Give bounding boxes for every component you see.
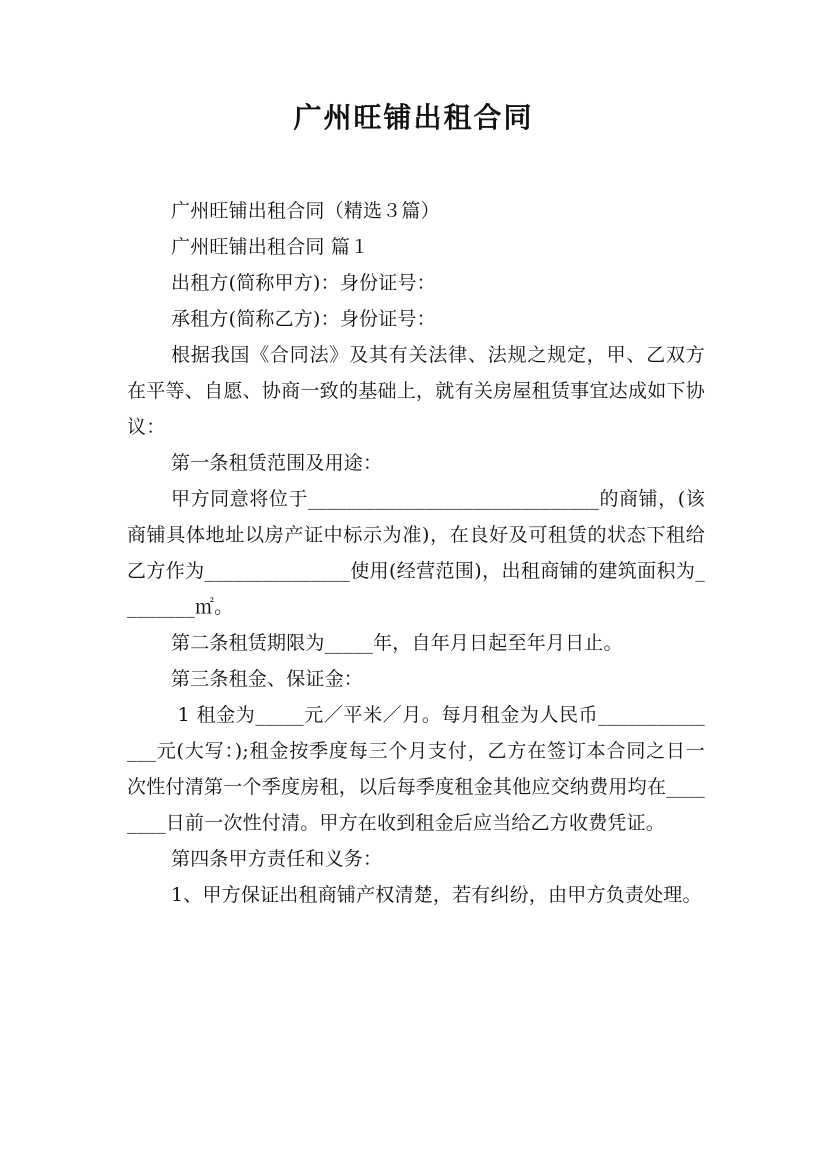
article-4-heading: 第四条甲方责任和义务： [171, 848, 383, 870]
subtitle-paragraph: 广州旺铺出租合同（精选３篇） [171, 200, 440, 222]
article-1-heading: 第一条租赁范围及用途： [171, 452, 383, 474]
section-heading-part-1: 广州旺铺出租合同 篇１ [171, 236, 370, 258]
lessee-line: 承租方(简称乙方)：身份证号： [171, 308, 436, 330]
preamble-paragraph: 根据我国《合同法》及其有关法律、法规之规定，甲、乙双方在平等、自愿、协商一致的基础上，就有关房屋租赁事宜达成如下协议： [127, 344, 705, 438]
article-2-paragraph: 第二条租赁期限为_____年，自年月日起至年月日止。 [171, 632, 623, 654]
lessor-line: 出租方(简称甲方)：身份证号： [171, 272, 436, 294]
article-3-rent-paragraph: 1 租金为_____元／平米／月。每月租金为人民币______________元(大写：);租金按季度每三个月支付，乙方在签订本合同之日一次性付清第一个季度房租，以后每季度租金其他应交纳费用均在________日前一次性付清。甲方在收到租金后应当给乙方收费凭证。 [127, 704, 705, 834]
document-body [127, 193, 705, 913]
article-1-body: 甲方同意将位于______________________________的商铺，(该商铺具体地址以房产证中标示为准)，在良好及可租赁的状态下租给乙方作为_______________使用(经营范围)，出租商铺的建筑面积为________㎡。 [127, 488, 705, 618]
article-3-heading: 第三条租金、保证金： [171, 668, 364, 690]
article-4-item-1: 1、甲方保证出租商铺产权清楚，若有纠纷，由甲方负责处理。 [171, 884, 702, 906]
document-title: 广州旺铺出租合同 [293, 101, 534, 134]
